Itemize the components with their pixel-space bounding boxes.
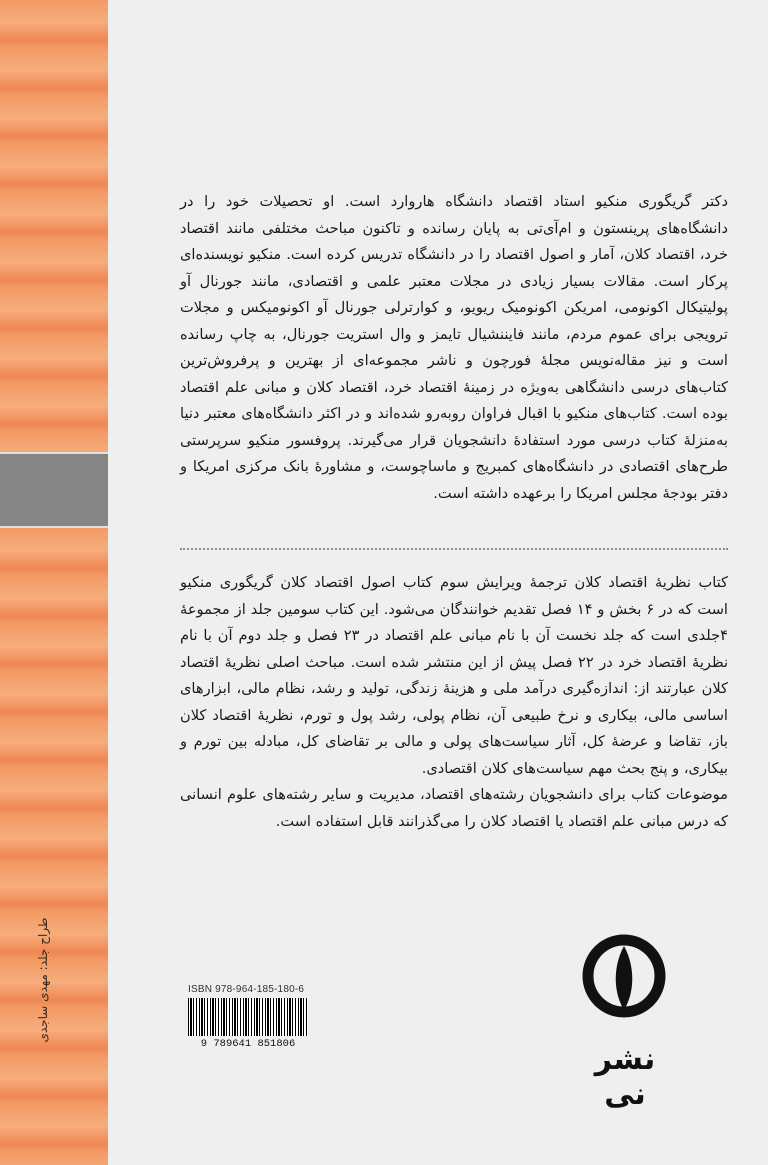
author-bio: دکتر گریگوری منکیو استاد اقتصاد دانشگاه هاروارد است. او تحصیلات خود را در دانشگاه‌های پرینستون و ام‌آی‌تی به پایان رسانده و تاکنون مباحث مختلفی مانند اقتصاد خرد، اقتصاد کلان، آمار و اصول اقتصاد را در دانشگاه تدریس کرده است. منکیو نویسنده‌ای پرکار است. مقالات بسیار زیادی در مجلات معتبر علمی و اقتصادی، مانند جورنال آو پولیتیکال اکونومی، امریکن اکونومیک ریویو، و کوارترلی جورنال آو اکونومیکس و مجلات ترویجی برای عموم مردم، مانند فایننشیال تایمز و وال استریت جورنال، به چاپ رسانده است و نیز مقاله‌نویس مجلهٔ فورچون و ناشر مجموعه‌ای از بهترین و پرفروش‌ترین کتاب‌های درسی دانشگاهی به‌ویژه در زمینهٔ اقتصاد خرد، اقتصاد کلان و مبانی علم اقتصاد بوده است. کتاب‌های منکیو با اقبال فراوان روبه‌رو شده‌اند و در اکثر دانشگاه‌های معتبر دنیا به‌منزلهٔ کتاب درسی مورد استفادهٔ دانشجویان قرار می‌گیرند. پروفسور منکیو سرپرستی طرح‌های اقتصادی در دانشگاه‌های کمبریج و ماساچوست، و مشاورهٔ بانک مرکزی امریکا و دفتر بودجهٔ مجلس امریکا را برعهده داشته است. [180, 193, 728, 502]
publisher-name: نشر نی [594, 1042, 656, 1112]
book-description-section [180, 570, 728, 835]
audience-note: موضوعات کتاب برای دانشجویان رشته‌های اقتصاد، مدیریت و سایر رشته‌های علوم انسانی که درس مبانی علم اقتصاد یا اقتصاد کلان را می‌گذرانند قابل استفاده است. [180, 786, 728, 830]
spine-divider-line [0, 526, 108, 528]
section-divider [180, 548, 728, 550]
book-description: کتاب نظریهٔ اقتصاد کلان ترجمهٔ ویرایش سوم کتاب اصول اقتصاد کلان گریگوری منکیو است که در ۶ بخش و ۱۴ فصل تقدیم خوانندگان می‌شود. این کتاب سومین جلد از مجموعهٔ ۴جلدی است که جلد نخست آن با نام مبانی علم اقتصاد در ۲۳ فصل و جلد دوم آن با نام نظریهٔ اقتصاد خرد در ۲۲ فصل پیش از این منتشر شده است. مباحث اصلی نظریهٔ اقتصاد کلان عبارتند از: اندازه‌گیری درآمد ملی و هزینهٔ زندگی، تولید و رشد، نظام مالی، ابزارهای اساسی مالی، بیکاری و نرخ طبیعی آن، نظام پولی، رشد پول و تورم، نظریهٔ اقتصاد کلان باز، تقاضا و عرضهٔ کل، آثار سیاست‌های پولی و مالی بر تقاضای کل، مبادله بین تورم و بیکاری، و پنج بحث مهم سیاست‌های کلان اقتصادی. [180, 574, 729, 777]
book-spine [0, 0, 108, 1165]
isbn-label: ISBN 978-964-185-180-6 [188, 984, 305, 995]
spine-gray-band [0, 452, 108, 528]
barcode [188, 998, 308, 1036]
spine-divider-line [0, 452, 108, 454]
barcode-number: 9 789641 851806 [200, 1038, 296, 1050]
cover-designer-credit: طراح جلد: مهدی ساجدی [36, 917, 50, 1043]
